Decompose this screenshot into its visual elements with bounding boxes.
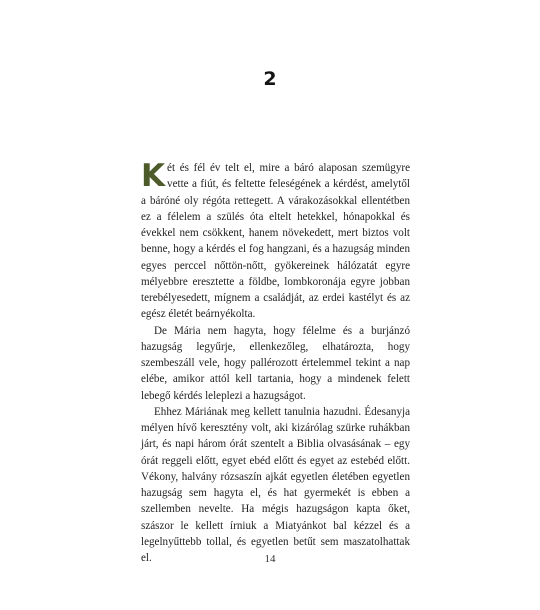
paragraph-3: Ehhez Máriának meg kellett tanulnia hazudni. Édesanyja mélyen hívő keresztény volt, aki kizárólag szürke ruhákban járt, és napi három órát szentelt a Biblia olvasásának – egy órát reggeli előtt, egyet ebéd előtt és egyet az estebéd előtt. Vékony, halvány rózsaszín ajkát egyetlen életében egyetlen hazugság sem hagyta el, és hat gyermekét is ebben a szellemben nevelte. Ha mégis hazugságon kapta őket, szászor le kellett írniuk a Miatyánkot bal kézzel és a legelnyűttebb tollal, és egyetlen betűt sem maszatolhattak el.	[141, 405, 410, 564]
paragraph-1	[141, 160, 410, 323]
body-text	[141, 160, 410, 566]
paragraph-2: De Mária nem hagyta, hogy félelme és a burjánzó hazugság legyűrje, ellenkezőleg, elhatározta, hogy szembeszáll vele, hogy pallérozott értelemmel tekint a nap elébe, amikor attól kell tartania, hogy a mindenek felett lebegő kérdés leleplezi a hazugságot.	[141, 324, 410, 402]
paragraph-1-text: ét és fél év telt el, mire a báró alaposan szemügyre vette a fiút, és feltette feleségének a kérdést, amelytől a báróné oly régóta rettegett. A várakozásokkal ellentétben ez a félelem a szülés óta eltelt hetekkel, hónapokkal és évekkel nem csökkent, hanem növekedett, mert biztos volt benne, hogy a kérdés el fog hangzani, és a hazugság minden egyes perccel nőttön-nőtt, gyökereinek hálózatát egyre mélyebbre eresztette a földbe, lombkoronája egyre jobban terebélyesedett, mígnem a családját, az erdei kastélyt és az egész életét beárnyékolta.	[141, 162, 410, 321]
drop-cap: K	[141, 158, 166, 194]
page-number: 14	[264, 553, 276, 565]
chapter-number: 2	[263, 68, 277, 90]
